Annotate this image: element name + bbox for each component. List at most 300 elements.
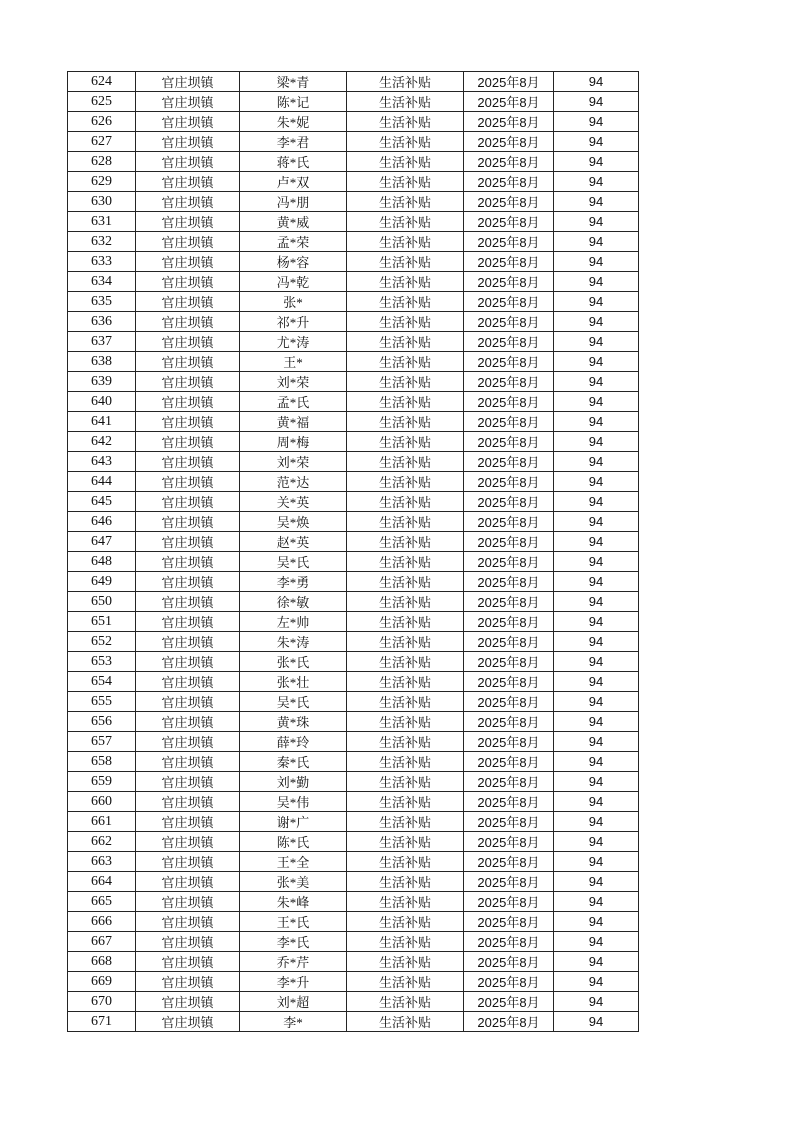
period-cell: 2025年8月 — [464, 932, 554, 952]
period-cell: 2025年8月 — [464, 692, 554, 712]
amount-cell: 94 — [554, 812, 639, 832]
period-cell: 2025年8月 — [464, 852, 554, 872]
town-cell: 官庄坝镇 — [136, 492, 240, 512]
amount-cell: 94 — [554, 512, 639, 532]
table-row — [68, 632, 639, 652]
amount-cell: 94 — [554, 92, 639, 112]
town-cell: 官庄坝镇 — [136, 292, 240, 312]
table-row — [68, 612, 639, 632]
amount-cell: 94 — [554, 1012, 639, 1032]
period-cell: 2025年8月 — [464, 192, 554, 212]
person-name-cell: 张*壮 — [240, 672, 347, 692]
town-cell: 官庄坝镇 — [136, 692, 240, 712]
table-body — [68, 72, 639, 1032]
town-cell: 官庄坝镇 — [136, 312, 240, 332]
amount-cell: 94 — [554, 752, 639, 772]
subsidy-type-cell: 生活补贴 — [347, 832, 464, 852]
period-cell: 2025年8月 — [464, 652, 554, 672]
period-cell: 2025年8月 — [464, 252, 554, 272]
amount-cell: 94 — [554, 472, 639, 492]
row-number-cell: 662 — [68, 832, 136, 852]
subsidy-type-cell: 生活补贴 — [347, 412, 464, 432]
subsidy-type-cell: 生活补贴 — [347, 452, 464, 472]
table-row — [68, 432, 639, 452]
table-row — [68, 832, 639, 852]
amount-cell: 94 — [554, 872, 639, 892]
subsidy-type-cell: 生活补贴 — [347, 792, 464, 812]
table-row — [68, 932, 639, 952]
town-cell: 官庄坝镇 — [136, 412, 240, 432]
town-cell: 官庄坝镇 — [136, 852, 240, 872]
table-row — [68, 992, 639, 1012]
row-number-cell: 671 — [68, 1012, 136, 1032]
subsidy-type-cell: 生活补贴 — [347, 372, 464, 392]
person-name-cell: 梁*青 — [240, 72, 347, 92]
row-number-cell: 631 — [68, 212, 136, 232]
subsidy-type-cell: 生活补贴 — [347, 552, 464, 572]
row-number-cell: 641 — [68, 412, 136, 432]
subsidy-type-cell: 生活补贴 — [347, 432, 464, 452]
period-cell: 2025年8月 — [464, 872, 554, 892]
row-number-cell: 634 — [68, 272, 136, 292]
amount-cell: 94 — [554, 212, 639, 232]
period-cell: 2025年8月 — [464, 172, 554, 192]
subsidy-type-cell: 生活补贴 — [347, 92, 464, 112]
amount-cell: 94 — [554, 532, 639, 552]
period-cell: 2025年8月 — [464, 592, 554, 612]
town-cell: 官庄坝镇 — [136, 232, 240, 252]
town-cell: 官庄坝镇 — [136, 872, 240, 892]
table-row — [68, 372, 639, 392]
subsidy-type-cell: 生活补贴 — [347, 232, 464, 252]
period-cell: 2025年8月 — [464, 752, 554, 772]
amount-cell: 94 — [554, 412, 639, 432]
subsidy-type-cell: 生活补贴 — [347, 692, 464, 712]
row-number-cell: 642 — [68, 432, 136, 452]
subsidy-type-cell: 生活补贴 — [347, 772, 464, 792]
town-cell: 官庄坝镇 — [136, 772, 240, 792]
subsidy-type-cell: 生活补贴 — [347, 352, 464, 372]
row-number-cell: 636 — [68, 312, 136, 332]
town-cell: 官庄坝镇 — [136, 632, 240, 652]
amount-cell: 94 — [554, 692, 639, 712]
table-row — [68, 72, 639, 92]
row-number-cell: 625 — [68, 92, 136, 112]
subsidy-type-cell: 生活补贴 — [347, 932, 464, 952]
subsidy-type-cell: 生活补贴 — [347, 732, 464, 752]
table-row — [68, 412, 639, 432]
person-name-cell: 王* — [240, 352, 347, 372]
town-cell: 官庄坝镇 — [136, 132, 240, 152]
town-cell: 官庄坝镇 — [136, 612, 240, 632]
town-cell: 官庄坝镇 — [136, 452, 240, 472]
town-cell: 官庄坝镇 — [136, 392, 240, 412]
town-cell: 官庄坝镇 — [136, 112, 240, 132]
table-row — [68, 592, 639, 612]
amount-cell: 94 — [554, 172, 639, 192]
town-cell: 官庄坝镇 — [136, 212, 240, 232]
table-row — [68, 532, 639, 552]
period-cell: 2025年8月 — [464, 792, 554, 812]
person-name-cell: 范*达 — [240, 472, 347, 492]
row-number-cell: 650 — [68, 592, 136, 612]
amount-cell: 94 — [554, 132, 639, 152]
period-cell: 2025年8月 — [464, 112, 554, 132]
amount-cell: 94 — [554, 712, 639, 732]
row-number-cell: 667 — [68, 932, 136, 952]
town-cell: 官庄坝镇 — [136, 792, 240, 812]
subsidy-type-cell: 生活补贴 — [347, 892, 464, 912]
table-row — [68, 152, 639, 172]
amount-cell: 94 — [554, 372, 639, 392]
town-cell: 官庄坝镇 — [136, 932, 240, 952]
table-row — [68, 1012, 639, 1032]
person-name-cell: 周*梅 — [240, 432, 347, 452]
table-row — [68, 672, 639, 692]
subsidy-type-cell: 生活补贴 — [347, 132, 464, 152]
subsidy-type-cell: 生活补贴 — [347, 672, 464, 692]
town-cell: 官庄坝镇 — [136, 992, 240, 1012]
period-cell: 2025年8月 — [464, 432, 554, 452]
table-row — [68, 92, 639, 112]
amount-cell: 94 — [554, 312, 639, 332]
amount-cell: 94 — [554, 992, 639, 1012]
subsidy-type-cell: 生活补贴 — [347, 252, 464, 272]
row-number-cell: 637 — [68, 332, 136, 352]
amount-cell: 94 — [554, 552, 639, 572]
person-name-cell: 吴*焕 — [240, 512, 347, 532]
amount-cell: 94 — [554, 792, 639, 812]
subsidy-type-cell: 生活补贴 — [347, 392, 464, 412]
row-number-cell: 630 — [68, 192, 136, 212]
person-name-cell: 尤*涛 — [240, 332, 347, 352]
period-cell: 2025年8月 — [464, 372, 554, 392]
town-cell: 官庄坝镇 — [136, 672, 240, 692]
town-cell: 官庄坝镇 — [136, 732, 240, 752]
period-cell: 2025年8月 — [464, 392, 554, 412]
town-cell: 官庄坝镇 — [136, 472, 240, 492]
table-row — [68, 772, 639, 792]
town-cell: 官庄坝镇 — [136, 432, 240, 452]
period-cell: 2025年8月 — [464, 892, 554, 912]
table-row — [68, 212, 639, 232]
subsidy-type-cell: 生活补贴 — [347, 712, 464, 732]
amount-cell: 94 — [554, 952, 639, 972]
table-row — [68, 952, 639, 972]
person-name-cell: 孟*氏 — [240, 392, 347, 412]
person-name-cell: 朱*妮 — [240, 112, 347, 132]
amount-cell: 94 — [554, 352, 639, 372]
table-row — [68, 172, 639, 192]
row-number-cell: 651 — [68, 612, 136, 632]
subsidy-type-cell: 生活补贴 — [347, 472, 464, 492]
period-cell: 2025年8月 — [464, 212, 554, 232]
row-number-cell: 640 — [68, 392, 136, 412]
period-cell: 2025年8月 — [464, 312, 554, 332]
period-cell: 2025年8月 — [464, 732, 554, 752]
subsidy-type-cell: 生活补贴 — [347, 992, 464, 1012]
table-row — [68, 692, 639, 712]
person-name-cell: 刘*荣 — [240, 372, 347, 392]
person-name-cell: 蒋*氏 — [240, 152, 347, 172]
person-name-cell: 王*全 — [240, 852, 347, 872]
table-row — [68, 252, 639, 272]
period-cell: 2025年8月 — [464, 1012, 554, 1032]
person-name-cell: 吴*伟 — [240, 792, 347, 812]
person-name-cell: 黄*福 — [240, 412, 347, 432]
table-row — [68, 492, 639, 512]
person-name-cell: 徐*敏 — [240, 592, 347, 612]
row-number-cell: 627 — [68, 132, 136, 152]
subsidy-type-cell: 生活补贴 — [347, 972, 464, 992]
row-number-cell: 661 — [68, 812, 136, 832]
subsidy-type-cell: 生活补贴 — [347, 152, 464, 172]
town-cell: 官庄坝镇 — [136, 332, 240, 352]
period-cell: 2025年8月 — [464, 632, 554, 652]
person-name-cell: 李* — [240, 1012, 347, 1032]
person-name-cell: 张*美 — [240, 872, 347, 892]
period-cell: 2025年8月 — [464, 492, 554, 512]
subsidy-type-cell: 生活补贴 — [347, 1012, 464, 1032]
period-cell: 2025年8月 — [464, 92, 554, 112]
period-cell: 2025年8月 — [464, 132, 554, 152]
row-number-cell: 647 — [68, 532, 136, 552]
row-number-cell: 665 — [68, 892, 136, 912]
person-name-cell: 李*君 — [240, 132, 347, 152]
amount-cell: 94 — [554, 252, 639, 272]
period-cell: 2025年8月 — [464, 912, 554, 932]
row-number-cell: 656 — [68, 712, 136, 732]
period-cell: 2025年8月 — [464, 992, 554, 1012]
amount-cell: 94 — [554, 612, 639, 632]
period-cell: 2025年8月 — [464, 712, 554, 732]
person-name-cell: 吴*氏 — [240, 552, 347, 572]
period-cell: 2025年8月 — [464, 452, 554, 472]
amount-cell: 94 — [554, 112, 639, 132]
table-row — [68, 752, 639, 772]
person-name-cell: 李*氏 — [240, 932, 347, 952]
period-cell: 2025年8月 — [464, 152, 554, 172]
row-number-cell: 652 — [68, 632, 136, 652]
row-number-cell: 657 — [68, 732, 136, 752]
amount-cell: 94 — [554, 972, 639, 992]
amount-cell: 94 — [554, 632, 639, 652]
table-row — [68, 472, 639, 492]
person-name-cell: 陈*氏 — [240, 832, 347, 852]
row-number-cell: 632 — [68, 232, 136, 252]
town-cell: 官庄坝镇 — [136, 832, 240, 852]
amount-cell: 94 — [554, 72, 639, 92]
person-name-cell: 祁*升 — [240, 312, 347, 332]
table-row — [68, 512, 639, 532]
subsidy-type-cell: 生活补贴 — [347, 292, 464, 312]
table-row — [68, 732, 639, 752]
person-name-cell: 孟*荣 — [240, 232, 347, 252]
amount-cell: 94 — [554, 732, 639, 752]
period-cell: 2025年8月 — [464, 972, 554, 992]
table-row — [68, 872, 639, 892]
amount-cell: 94 — [554, 192, 639, 212]
person-name-cell: 张*氏 — [240, 652, 347, 672]
person-name-cell: 关*英 — [240, 492, 347, 512]
period-cell: 2025年8月 — [464, 292, 554, 312]
person-name-cell: 刘*荣 — [240, 452, 347, 472]
person-name-cell: 薛*玲 — [240, 732, 347, 752]
person-name-cell: 卢*双 — [240, 172, 347, 192]
person-name-cell: 秦*氏 — [240, 752, 347, 772]
subsidy-type-cell: 生活补贴 — [347, 532, 464, 552]
table-row — [68, 972, 639, 992]
row-number-cell: 643 — [68, 452, 136, 472]
town-cell: 官庄坝镇 — [136, 572, 240, 592]
town-cell: 官庄坝镇 — [136, 352, 240, 372]
person-name-cell: 吴*氏 — [240, 692, 347, 712]
town-cell: 官庄坝镇 — [136, 72, 240, 92]
person-name-cell: 左*帅 — [240, 612, 347, 632]
row-number-cell: 639 — [68, 372, 136, 392]
row-number-cell: 638 — [68, 352, 136, 372]
amount-cell: 94 — [554, 432, 639, 452]
table-row — [68, 452, 639, 472]
period-cell: 2025年8月 — [464, 572, 554, 592]
period-cell: 2025年8月 — [464, 472, 554, 492]
table-row — [68, 552, 639, 572]
town-cell: 官庄坝镇 — [136, 272, 240, 292]
person-name-cell: 刘*勤 — [240, 772, 347, 792]
period-cell: 2025年8月 — [464, 812, 554, 832]
row-number-cell: 624 — [68, 72, 136, 92]
row-number-cell: 664 — [68, 872, 136, 892]
subsidy-type-cell: 生活补贴 — [347, 212, 464, 232]
amount-cell: 94 — [554, 932, 639, 952]
person-name-cell: 冯*乾 — [240, 272, 347, 292]
table-row — [68, 132, 639, 152]
table-row — [68, 392, 639, 412]
row-number-cell: 663 — [68, 852, 136, 872]
amount-cell: 94 — [554, 592, 639, 612]
town-cell: 官庄坝镇 — [136, 152, 240, 172]
period-cell: 2025年8月 — [464, 532, 554, 552]
subsidy-type-cell: 生活补贴 — [347, 952, 464, 972]
row-number-cell: 628 — [68, 152, 136, 172]
person-name-cell: 朱*涛 — [240, 632, 347, 652]
period-cell: 2025年8月 — [464, 772, 554, 792]
town-cell: 官庄坝镇 — [136, 552, 240, 572]
table-row — [68, 332, 639, 352]
subsidy-type-cell: 生活补贴 — [347, 612, 464, 632]
row-number-cell: 654 — [68, 672, 136, 692]
table-row — [68, 812, 639, 832]
person-name-cell: 黄*威 — [240, 212, 347, 232]
person-name-cell: 刘*超 — [240, 992, 347, 1012]
table-row — [68, 852, 639, 872]
table-row — [68, 712, 639, 732]
period-cell: 2025年8月 — [464, 672, 554, 692]
table-row — [68, 572, 639, 592]
person-name-cell: 谢*广 — [240, 812, 347, 832]
town-cell: 官庄坝镇 — [136, 592, 240, 612]
subsidy-type-cell: 生活补贴 — [347, 632, 464, 652]
period-cell: 2025年8月 — [464, 552, 554, 572]
amount-cell: 94 — [554, 912, 639, 932]
town-cell: 官庄坝镇 — [136, 912, 240, 932]
person-name-cell: 李*升 — [240, 972, 347, 992]
town-cell: 官庄坝镇 — [136, 712, 240, 732]
subsidy-type-cell: 生活补贴 — [347, 812, 464, 832]
period-cell: 2025年8月 — [464, 412, 554, 432]
town-cell: 官庄坝镇 — [136, 812, 240, 832]
table-row — [68, 912, 639, 932]
row-number-cell: 648 — [68, 552, 136, 572]
town-cell: 官庄坝镇 — [136, 252, 240, 272]
period-cell: 2025年8月 — [464, 512, 554, 532]
row-number-cell: 649 — [68, 572, 136, 592]
town-cell: 官庄坝镇 — [136, 892, 240, 912]
town-cell: 官庄坝镇 — [136, 512, 240, 532]
amount-cell: 94 — [554, 652, 639, 672]
person-name-cell: 冯*朋 — [240, 192, 347, 212]
amount-cell: 94 — [554, 832, 639, 852]
table-row — [68, 192, 639, 212]
subsidy-type-cell: 生活补贴 — [347, 172, 464, 192]
row-number-cell: 670 — [68, 992, 136, 1012]
amount-cell: 94 — [554, 392, 639, 412]
amount-cell: 94 — [554, 292, 639, 312]
person-name-cell: 李*勇 — [240, 572, 347, 592]
subsidy-type-cell: 生活补贴 — [347, 312, 464, 332]
person-name-cell: 乔*芹 — [240, 952, 347, 972]
amount-cell: 94 — [554, 232, 639, 252]
person-name-cell: 赵*英 — [240, 532, 347, 552]
period-cell: 2025年8月 — [464, 232, 554, 252]
subsidy-type-cell: 生活补贴 — [347, 492, 464, 512]
subsidy-type-cell: 生活补贴 — [347, 72, 464, 92]
period-cell: 2025年8月 — [464, 612, 554, 632]
town-cell: 官庄坝镇 — [136, 172, 240, 192]
town-cell: 官庄坝镇 — [136, 192, 240, 212]
person-name-cell: 杨*容 — [240, 252, 347, 272]
person-name-cell: 朱*峰 — [240, 892, 347, 912]
subsidy-table — [67, 71, 639, 1032]
town-cell: 官庄坝镇 — [136, 752, 240, 772]
subsidy-type-cell: 生活补贴 — [347, 572, 464, 592]
amount-cell: 94 — [554, 772, 639, 792]
subsidy-type-cell: 生活补贴 — [347, 912, 464, 932]
amount-cell: 94 — [554, 272, 639, 292]
town-cell: 官庄坝镇 — [136, 652, 240, 672]
table-row — [68, 272, 639, 292]
amount-cell: 94 — [554, 492, 639, 512]
row-number-cell: 669 — [68, 972, 136, 992]
town-cell: 官庄坝镇 — [136, 92, 240, 112]
subsidy-type-cell: 生活补贴 — [347, 852, 464, 872]
table-row — [68, 892, 639, 912]
row-number-cell: 635 — [68, 292, 136, 312]
person-name-cell: 王*氏 — [240, 912, 347, 932]
row-number-cell: 658 — [68, 752, 136, 772]
period-cell: 2025年8月 — [464, 352, 554, 372]
town-cell: 官庄坝镇 — [136, 1012, 240, 1032]
subsidy-type-cell: 生活补贴 — [347, 652, 464, 672]
table-row — [68, 792, 639, 812]
row-number-cell: 645 — [68, 492, 136, 512]
row-number-cell: 626 — [68, 112, 136, 132]
table-row — [68, 232, 639, 252]
row-number-cell: 629 — [68, 172, 136, 192]
row-number-cell: 668 — [68, 952, 136, 972]
subsidy-type-cell: 生活补贴 — [347, 112, 464, 132]
row-number-cell: 655 — [68, 692, 136, 712]
